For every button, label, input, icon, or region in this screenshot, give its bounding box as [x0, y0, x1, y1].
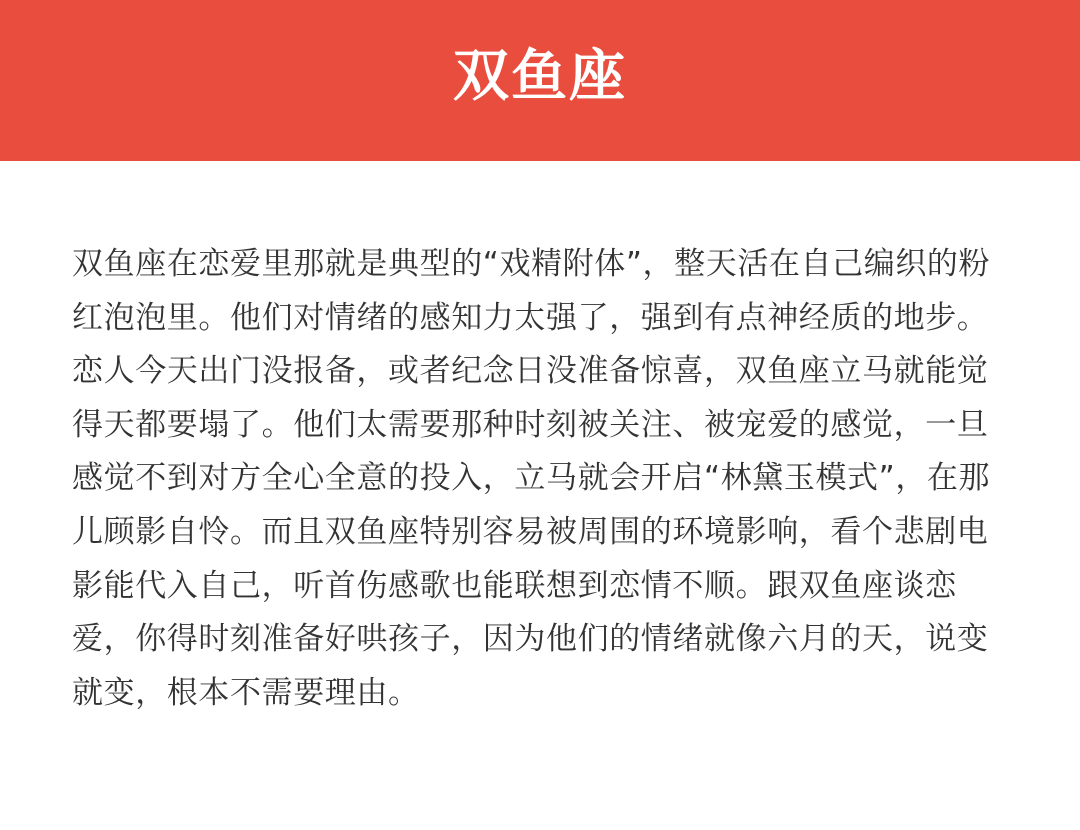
page-title: 双鱼座	[453, 43, 627, 109]
header-banner	[0, 0, 1080, 161]
article-paragraph: 双鱼座在恋爱里那就是典型的“戏精附体”，整天活在自己编织的粉红泡泡里。他们对情绪的感知力太强了，强到有点神经质的地步。恋人今天出门没报备，或者纪念日没准备惊喜，双鱼座立马就能觉得天都要塌了。他们太需要那种时刻被关注、被宠爱的感觉，一旦感觉不到对方全心全意的投入，立马就会开启“林黛玉模式”，在那儿顾影自怜。而且双鱼座特别容易被周围的环境影响，看个悲剧电影能代入自己，听首伤感歌也能联想到恋情不顺。跟双鱼座谈恋爱，你得时刻准备好哄孩子，因为他们的情绪就像六月的天，说变就变，根本不需要理由。	[72, 246, 991, 711]
